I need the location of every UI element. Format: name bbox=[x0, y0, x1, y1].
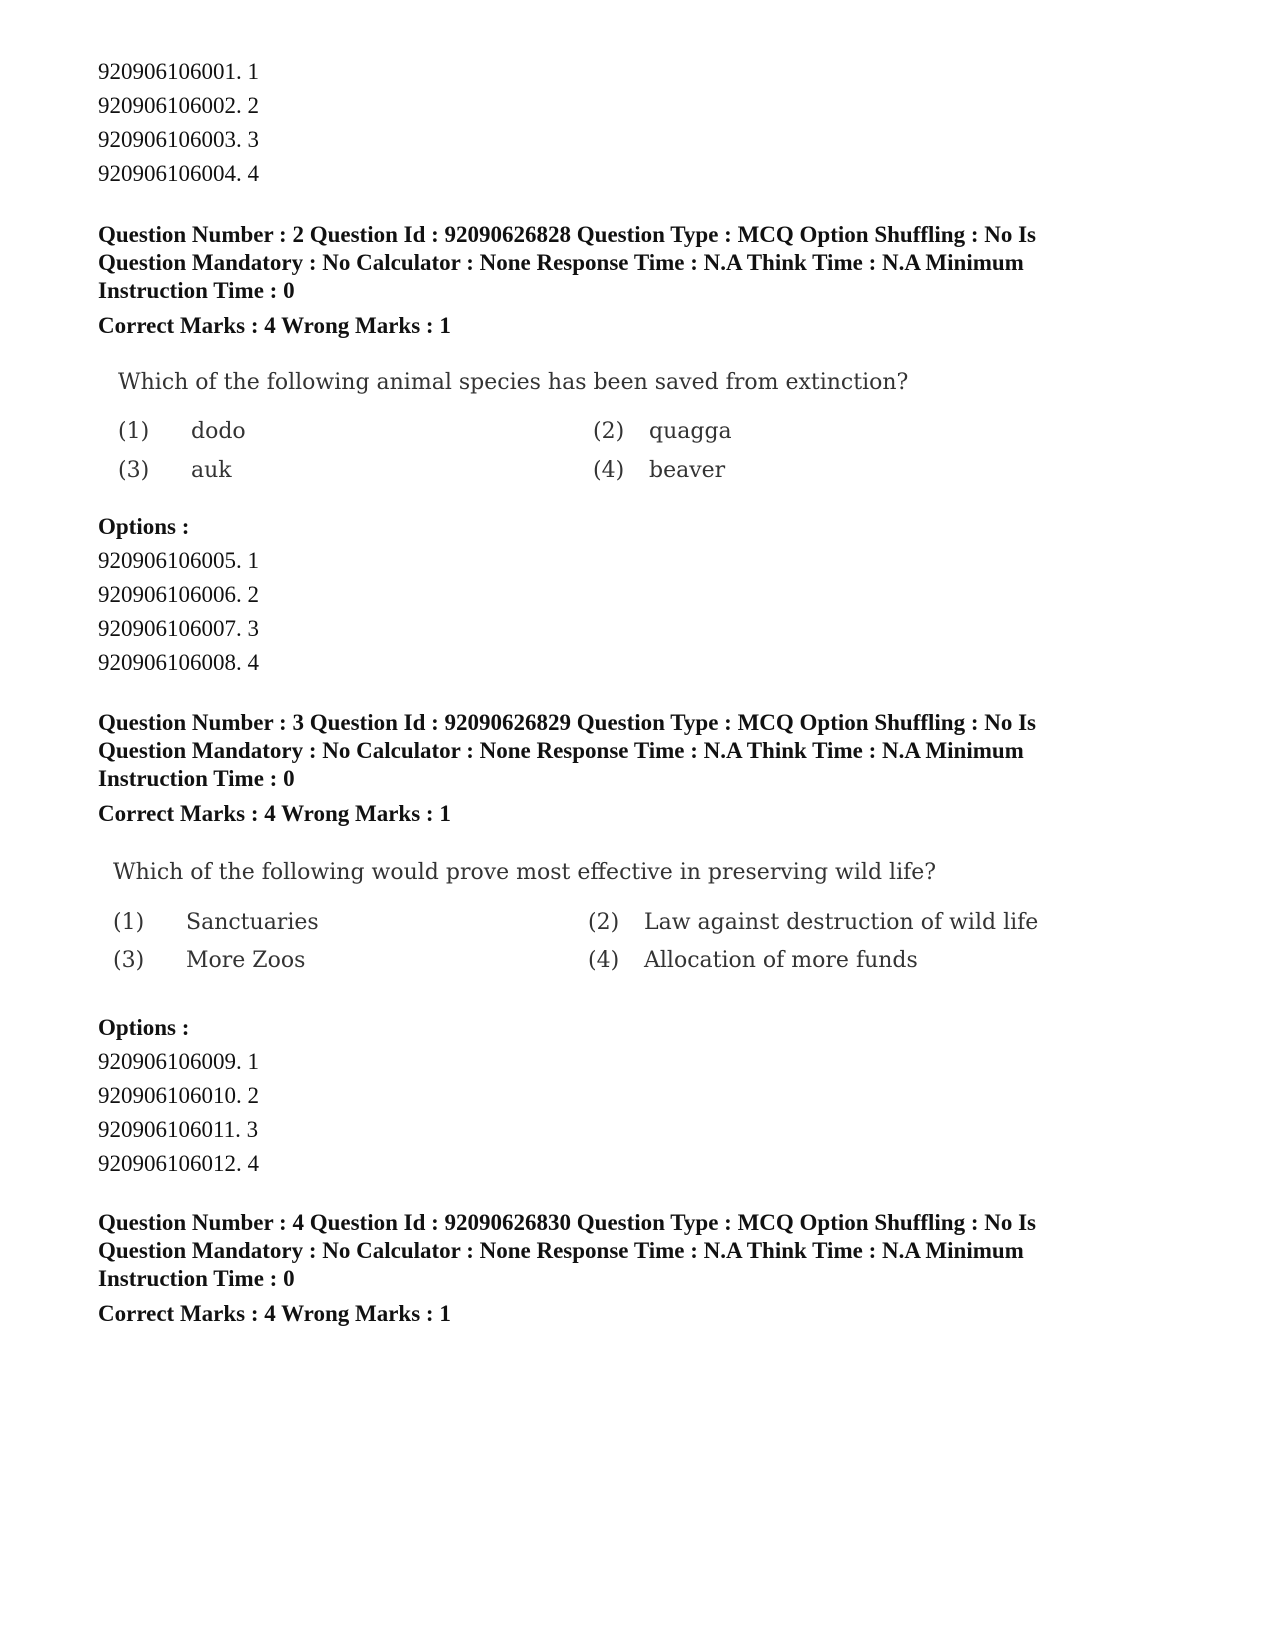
option-id: 920906106009. 1 bbox=[98, 1049, 259, 1074]
option-id: 920906106011. 3 bbox=[98, 1117, 259, 1142]
option-id: 920906106006. 2 bbox=[98, 582, 259, 607]
meta-line: Instruction Time : 0 bbox=[98, 278, 295, 303]
question-2-meta bbox=[98, 221, 1178, 340]
marks-line: Correct Marks : 4 Wrong Marks : 1 bbox=[98, 801, 451, 826]
meta-line: Question Mandatory : No Calculator : None Response Time : N.A Think Time : N.A Minimum bbox=[98, 738, 1024, 763]
choice-number: (1) bbox=[113, 910, 145, 935]
option-id: 920906106007. 3 bbox=[98, 616, 259, 641]
option-id: 920906106003. 3 bbox=[98, 127, 259, 152]
question-text: Which of the following would prove most effective in preserving wild life? bbox=[113, 860, 937, 885]
choice-number: (3) bbox=[113, 948, 145, 973]
option-id: 920906106002. 2 bbox=[98, 93, 259, 118]
option-id: 920906106004. 4 bbox=[98, 161, 259, 186]
question-2-body bbox=[118, 370, 1018, 500]
meta-line: Question Number : 3 Question Id : 92090626829 Question Type : MCQ Option Shuffling : No Is bbox=[98, 710, 1037, 735]
option-id: 920906106012. 4 bbox=[98, 1151, 259, 1176]
meta-line: Instruction Time : 0 bbox=[98, 1266, 295, 1291]
choice-text: auk bbox=[191, 458, 232, 483]
marks-line: Correct Marks : 4 Wrong Marks : 1 bbox=[98, 313, 451, 338]
choice-number: (2) bbox=[588, 910, 620, 935]
question-3-body bbox=[113, 860, 1073, 990]
option-id: 920906106010. 2 bbox=[98, 1083, 259, 1108]
question-4-meta bbox=[98, 1209, 1178, 1328]
option-id: 920906106005. 1 bbox=[98, 548, 259, 573]
choice-text: quagga bbox=[649, 419, 732, 444]
meta-line: Instruction Time : 0 bbox=[98, 766, 295, 791]
choice-text: Allocation of more funds bbox=[644, 948, 918, 973]
question-3-meta bbox=[98, 709, 1178, 828]
choice-text: Sanctuaries bbox=[186, 910, 319, 935]
choice-text: Law against destruction of wild life bbox=[644, 910, 1039, 935]
meta-line: Question Number : 2 Question Id : 92090626828 Question Type : MCQ Option Shuffling : No Is bbox=[98, 222, 1037, 247]
options-label: Options : bbox=[98, 1015, 190, 1040]
question-2-options bbox=[98, 510, 259, 680]
choice-text: More Zoos bbox=[186, 948, 306, 973]
options-label: Options : bbox=[98, 514, 190, 539]
choice-text: beaver bbox=[649, 458, 726, 483]
meta-line: Question Mandatory : No Calculator : None Response Time : N.A Think Time : N.A Minimum bbox=[98, 250, 1024, 275]
option-id: 920906106008. 4 bbox=[98, 650, 259, 675]
choice-number: (2) bbox=[593, 419, 625, 444]
question-text: Which of the following animal species has been saved from extinction? bbox=[118, 370, 909, 395]
choice-number: (1) bbox=[118, 419, 150, 444]
question-1-option-ids bbox=[98, 55, 259, 191]
marks-line: Correct Marks : 4 Wrong Marks : 1 bbox=[98, 1301, 451, 1326]
meta-line: Question Mandatory : No Calculator : None Response Time : N.A Think Time : N.A Minimum bbox=[98, 1238, 1024, 1263]
choice-number: (4) bbox=[588, 948, 620, 973]
choice-text: dodo bbox=[191, 419, 246, 444]
choice-number: (4) bbox=[593, 458, 625, 483]
meta-line: Question Number : 4 Question Id : 92090626830 Question Type : MCQ Option Shuffling : No Is bbox=[98, 1210, 1037, 1235]
option-id: 920906106001. 1 bbox=[98, 59, 259, 84]
choice-number: (3) bbox=[118, 458, 150, 483]
question-3-options bbox=[98, 1011, 259, 1181]
